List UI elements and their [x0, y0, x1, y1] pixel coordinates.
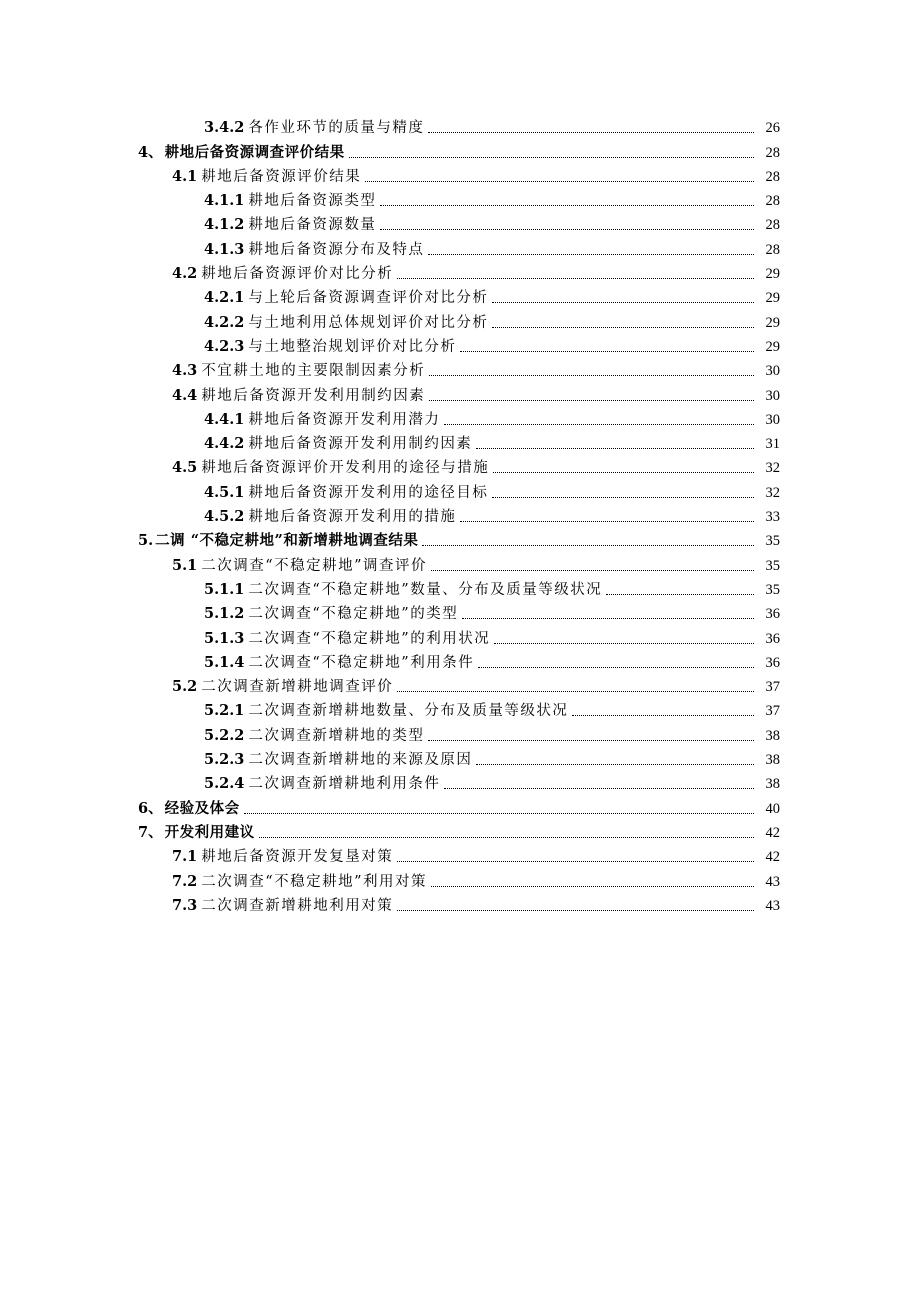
dot-leader — [572, 714, 754, 716]
toc-entry[interactable] — [0, 891, 920, 915]
toc-entry-title: 与土地利用总体规划评价对比分析 — [248, 314, 489, 331]
toc-entry-number: 7.3 — [172, 896, 198, 914]
dot-leader — [428, 131, 754, 133]
toc-entry-title: 耕地后备资源开发利用的途径目标 — [248, 484, 489, 501]
toc-entry-page-number: 35 — [765, 581, 780, 598]
dot-leader — [428, 253, 754, 255]
toc-entry-number: 4.5.2 — [204, 508, 245, 526]
toc-entry[interactable] — [0, 526, 920, 550]
dot-leader — [244, 812, 754, 814]
toc-entry-page-number: 29 — [765, 290, 780, 307]
dot-leader — [444, 423, 754, 425]
dot-leader — [494, 642, 754, 644]
toc-entry-number: 4.4.1 — [204, 410, 245, 428]
toc-entry[interactable] — [0, 599, 920, 623]
toc-entry-number: 3.4.2 — [204, 119, 245, 137]
toc-entry-page-number: 40 — [765, 800, 780, 817]
toc-entry-title: 二次调查“不稳定耕地”的类型 — [248, 606, 459, 623]
toc-entry-title: 二次调查新增耕地的来源及原因 — [248, 752, 473, 769]
dot-leader — [365, 180, 754, 182]
toc-entry-number: 5.2.1 — [204, 702, 245, 720]
toc-entry[interactable] — [0, 405, 920, 429]
toc-entry[interactable] — [0, 234, 920, 258]
dot-leader — [492, 496, 754, 498]
toc-entry-page-number: 33 — [765, 509, 780, 526]
toc-entry[interactable] — [0, 793, 920, 817]
dot-leader — [476, 447, 754, 449]
toc-entry-number: 4.4.2 — [204, 435, 245, 453]
toc-entry[interactable] — [0, 113, 920, 137]
toc-entry-number: 5.2.4 — [204, 775, 245, 793]
toc-entry-title: 经验及体会 — [164, 799, 240, 817]
toc-entry-number: 5.1.1 — [204, 580, 245, 598]
toc-entry-title: 不宜耕土地的主要限制因素分析 — [201, 363, 426, 380]
toc-entry[interactable] — [0, 769, 920, 793]
toc-entry-number: 4.2 — [172, 265, 198, 283]
dot-leader — [476, 763, 754, 765]
toc-entry[interactable] — [0, 648, 920, 672]
toc-entry-page-number: 38 — [765, 752, 780, 769]
dot-leader — [397, 909, 754, 911]
dot-leader — [462, 617, 754, 619]
toc-entry-title: 二次调查新增耕地调查评价 — [201, 679, 394, 696]
dot-leader — [431, 569, 754, 571]
toc-entry-title: 二调 “不稳定耕地”和新增耕地调查结果 — [155, 532, 419, 550]
toc-entry[interactable] — [0, 162, 920, 186]
toc-entry[interactable] — [0, 186, 920, 210]
toc-entry[interactable] — [0, 818, 920, 842]
table-of-contents — [0, 113, 920, 915]
toc-entry[interactable] — [0, 356, 920, 380]
toc-entry-number: 5. — [138, 532, 154, 550]
dot-leader — [444, 787, 754, 789]
dot-leader — [492, 326, 754, 328]
toc-entry-page-number: 29 — [765, 338, 780, 355]
toc-entry[interactable] — [0, 842, 920, 866]
toc-entry-number: 5.2.2 — [204, 726, 245, 744]
toc-entry-number: 5.2.3 — [204, 751, 245, 769]
toc-entry[interactable] — [0, 575, 920, 599]
toc-entry-title: 耕地后备资源评价开发利用的途径与措施 — [201, 460, 490, 477]
toc-entry[interactable] — [0, 720, 920, 744]
toc-entry-title: 耕地后备资源开发利用制约因素 — [201, 387, 426, 404]
toc-entry-number: 4.1.2 — [204, 216, 245, 234]
dot-leader — [397, 277, 754, 279]
toc-entry-title: 耕地后备资源开发利用制约因素 — [248, 436, 473, 453]
toc-entry-title: 耕地后备资源调查评价结果 — [164, 143, 345, 161]
toc-entry-page-number: 43 — [765, 897, 780, 914]
toc-entry-number: 5.1.4 — [204, 653, 245, 671]
toc-entry[interactable] — [0, 429, 920, 453]
toc-entry[interactable] — [0, 623, 920, 647]
toc-entry-page-number: 32 — [765, 484, 780, 501]
toc-entry[interactable] — [0, 672, 920, 696]
dot-leader — [397, 860, 754, 862]
toc-entry-page-number: 37 — [765, 679, 780, 696]
toc-entry-title: 耕地后备资源分布及特点 — [248, 241, 425, 258]
toc-entry-page-number: 28 — [765, 193, 780, 210]
toc-entry-title: 二次调查“不稳定耕地”的利用状况 — [248, 630, 491, 647]
dot-leader — [422, 544, 754, 546]
toc-entry[interactable] — [0, 502, 920, 526]
toc-entry-number: 7.1 — [172, 848, 198, 866]
toc-entry-page-number: 32 — [765, 460, 780, 477]
toc-entry-page-number: 30 — [765, 387, 780, 404]
toc-entry-title: 二次调查新增耕地数量、分布及质量等级状况 — [248, 703, 569, 720]
toc-entry-page-number: 37 — [765, 703, 780, 720]
toc-entry-title: 各作业环节的质量与精度 — [248, 120, 425, 137]
toc-entry-title: 耕地后备资源评价对比分析 — [201, 266, 394, 283]
dot-leader — [429, 399, 754, 401]
toc-entry-number: 5.1 — [172, 556, 198, 574]
toc-entry-page-number: 28 — [765, 168, 780, 185]
toc-entry-number: 4.1.1 — [204, 192, 245, 210]
toc-entry-title: 与土地整治规划评价对比分析 — [248, 338, 457, 355]
toc-entry-page-number: 38 — [765, 727, 780, 744]
toc-entry-page-number: 28 — [765, 144, 780, 161]
toc-entry-number: 7.2 — [172, 872, 198, 890]
toc-entry-number: 4.5.1 — [204, 483, 245, 501]
toc-entry-page-number: 36 — [765, 630, 780, 647]
toc-entry-title: 二次调查“不稳定耕地”数量、分布及质量等级状况 — [248, 581, 603, 598]
toc-entry-title: 耕地后备资源评价结果 — [201, 168, 362, 185]
toc-entry-title: 耕地后备资源数量 — [248, 217, 377, 234]
toc-entry-number: 4.4 — [172, 386, 198, 404]
toc-entry-title: 开发利用建议 — [164, 823, 255, 841]
toc-entry-title: 二次调查“不稳定耕地”利用对策 — [201, 873, 428, 890]
toc-entry-number: 4.1 — [172, 167, 198, 185]
toc-entry-title: 二次调查新增耕地的类型 — [248, 727, 425, 744]
toc-entry-page-number: 43 — [765, 873, 780, 890]
toc-entry[interactable] — [0, 259, 920, 283]
dot-leader — [380, 228, 754, 230]
toc-entry-title: 耕地后备资源开发利用潜力 — [248, 411, 441, 428]
dot-leader — [460, 520, 754, 522]
toc-entry-number: 5.1.2 — [204, 605, 245, 623]
dot-leader — [259, 836, 754, 838]
toc-entry-page-number: 35 — [765, 533, 780, 550]
toc-entry-page-number: 36 — [765, 654, 780, 671]
toc-entry[interactable] — [0, 380, 920, 404]
toc-entry-page-number: 30 — [765, 411, 780, 428]
toc-entry-page-number: 29 — [765, 266, 780, 283]
dot-leader — [606, 593, 754, 595]
toc-entry-page-number: 42 — [765, 824, 780, 841]
toc-entry-title: 耕地后备资源开发复垦对策 — [201, 849, 394, 866]
dot-leader — [429, 374, 754, 376]
toc-entry-number: 5.2 — [172, 678, 198, 696]
toc-entry[interactable] — [0, 745, 920, 769]
dot-leader — [478, 666, 754, 668]
toc-entry-page-number: 35 — [765, 557, 780, 574]
toc-entry[interactable] — [0, 307, 920, 331]
toc-entry-page-number: 36 — [765, 606, 780, 623]
toc-entry-number: 5.1.3 — [204, 629, 245, 647]
toc-entry[interactable] — [0, 137, 920, 161]
toc-entry-page-number: 26 — [765, 120, 780, 137]
toc-entry-page-number: 28 — [765, 241, 780, 258]
toc-entry[interactable] — [0, 550, 920, 574]
toc-entry-number: 4.2.3 — [204, 337, 245, 355]
toc-entry-title: 耕地后备资源开发利用的措施 — [248, 509, 457, 526]
toc-entry[interactable] — [0, 332, 920, 356]
dot-leader — [397, 690, 754, 692]
dot-leader — [380, 204, 754, 206]
dot-leader — [431, 885, 754, 887]
toc-entry-page-number: 31 — [765, 436, 780, 453]
toc-entry-title: 耕地后备资源类型 — [248, 193, 377, 210]
toc-entry-title: 与上轮后备资源调查评价对比分析 — [248, 290, 489, 307]
toc-entry-title: 二次调查“不稳定耕地”调查评价 — [201, 557, 428, 574]
dot-leader — [428, 739, 754, 741]
toc-entry[interactable] — [0, 477, 920, 501]
toc-entry-number: 4、 — [138, 143, 163, 161]
toc-entry[interactable] — [0, 866, 920, 890]
toc-entry-page-number: 29 — [765, 314, 780, 331]
toc-entry-title: 二次调查新增耕地利用条件 — [248, 776, 441, 793]
toc-entry[interactable] — [0, 283, 920, 307]
toc-entry[interactable] — [0, 696, 920, 720]
toc-entry-number: 4.5 — [172, 459, 198, 477]
toc-entry-page-number: 42 — [765, 849, 780, 866]
toc-entry-number: 6、 — [138, 799, 163, 817]
toc-entry-page-number: 30 — [765, 363, 780, 380]
toc-entry[interactable] — [0, 210, 920, 234]
dot-leader — [493, 471, 754, 473]
dot-leader — [460, 350, 754, 352]
toc-entry-page-number: 38 — [765, 776, 780, 793]
toc-entry-title: 二次调查“不稳定耕地”利用条件 — [248, 654, 475, 671]
toc-entry-number: 4.3 — [172, 362, 198, 380]
dot-leader — [492, 301, 754, 303]
toc-entry-page-number: 28 — [765, 217, 780, 234]
toc-entry-number: 4.2.1 — [204, 289, 245, 307]
toc-entry-number: 4.1.3 — [204, 240, 245, 258]
dot-leader — [349, 156, 754, 158]
toc-entry-title: 二次调查新增耕地利用对策 — [201, 897, 394, 914]
toc-entry-number: 4.2.2 — [204, 313, 245, 331]
toc-entry[interactable] — [0, 453, 920, 477]
toc-entry-number: 7、 — [138, 823, 163, 841]
